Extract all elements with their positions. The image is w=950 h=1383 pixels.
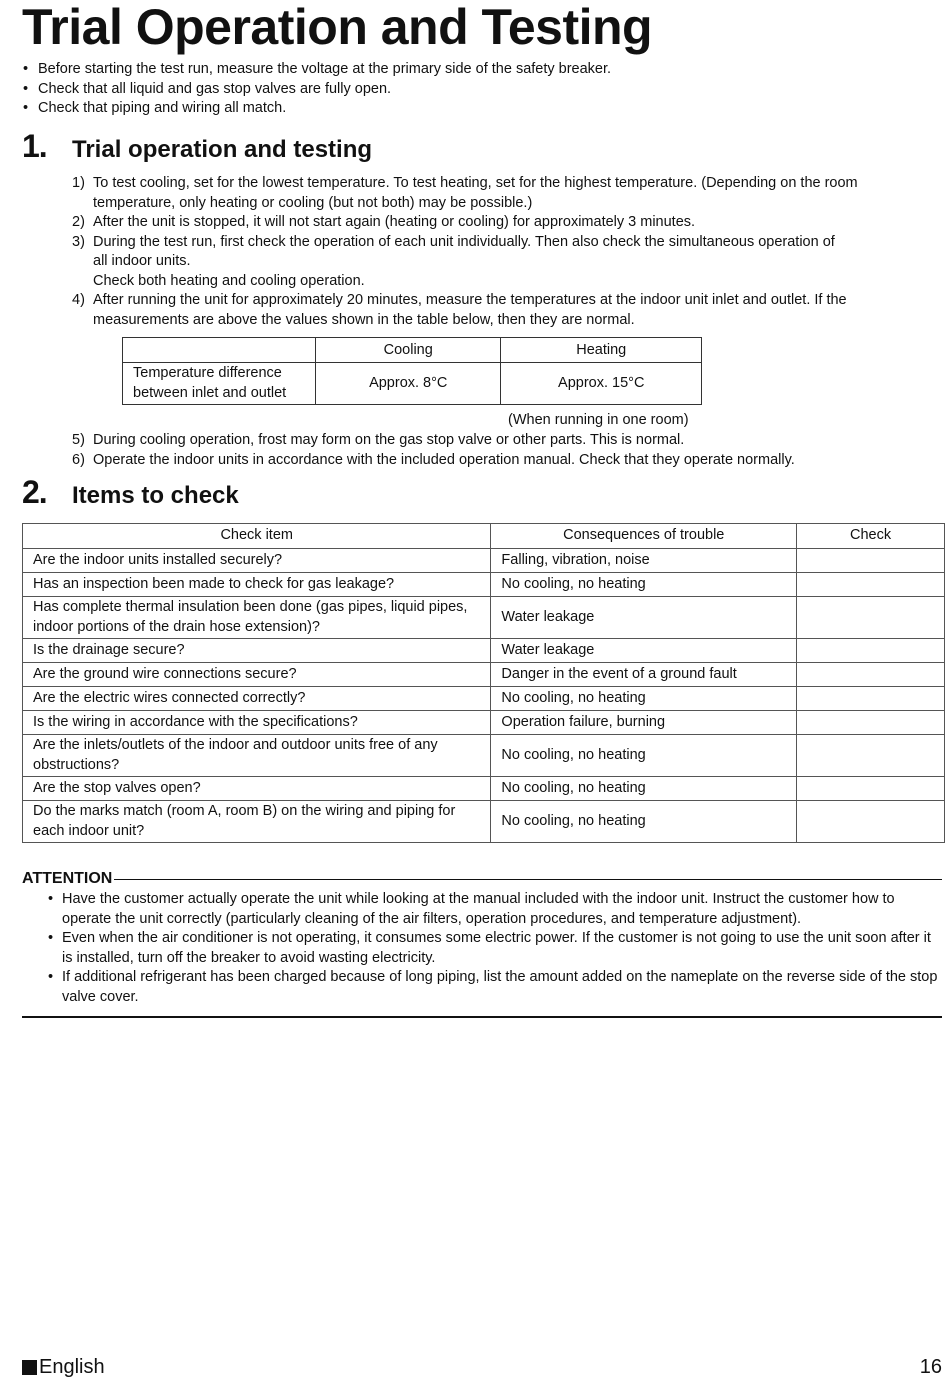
step-text: During the test run, first check the operation of each unit individually. Then also check the simultaneous operation of bbox=[93, 233, 835, 250]
step-text: Operate the indoor units in accordance with the included operation manual. Check that they operate normally. bbox=[93, 451, 795, 468]
step-marker: 4) bbox=[72, 292, 85, 308]
check-box-cell[interactable] bbox=[797, 549, 945, 573]
table-row bbox=[23, 597, 945, 639]
consequence-cell: Water leakage bbox=[491, 597, 797, 639]
attention-box bbox=[22, 870, 942, 1007]
step-item bbox=[72, 291, 938, 330]
step-item bbox=[72, 451, 938, 471]
table-row bbox=[23, 687, 945, 711]
temperature-difference-table bbox=[122, 337, 702, 405]
table-row bbox=[23, 777, 945, 801]
table-header-cell: Cooling bbox=[316, 338, 501, 363]
check-box-cell[interactable] bbox=[797, 801, 945, 843]
attention-bullet: • If additional refrigerant has been charged because of long piping, list the amount added on the nameplate on the reverse side of the stop valve cover. bbox=[22, 968, 942, 1007]
attention-bullet: • Have the customer actually operate the unit while looking at the manual included with the indoor unit. Instruct the customer how to operate the unit correctly (particularly cleaning of the air filters, operation procedures, and temperature adjustment). bbox=[22, 890, 942, 929]
section-title: Items to check bbox=[72, 482, 239, 509]
check-box-cell[interactable] bbox=[797, 735, 945, 777]
row-label-cell bbox=[123, 363, 316, 405]
consequence-cell: No cooling, no heating bbox=[491, 573, 797, 597]
table-header-row bbox=[123, 338, 702, 363]
intro-bullet-list bbox=[22, 60, 611, 119]
step-marker: 5) bbox=[72, 432, 85, 448]
step-item bbox=[72, 431, 938, 451]
attention-bullet-list bbox=[22, 890, 942, 1007]
table-row bbox=[123, 363, 702, 405]
section-title: Trial operation and testing bbox=[72, 136, 373, 163]
check-item-cell: Has an inspection been made to check for gas leakage? bbox=[23, 573, 491, 597]
attention-rule-divider bbox=[114, 879, 942, 880]
check-box-cell[interactable] bbox=[797, 711, 945, 735]
check-box-cell[interactable] bbox=[797, 573, 945, 597]
section-heading-items-to-check bbox=[22, 474, 239, 511]
step-text: measurements are above the values shown in the table below, then they are normal. bbox=[93, 311, 635, 328]
table-header-cell: Consequences of trouble bbox=[491, 524, 797, 549]
check-item-cell: Are the electric wires connected correctly? bbox=[23, 687, 491, 711]
step-text: During cooling operation, frost may form on the gas stop valve or other parts. This is normal. bbox=[93, 432, 685, 448]
table-row bbox=[23, 711, 945, 735]
table-header-cell: Check item bbox=[23, 524, 491, 549]
step-marker: 6) bbox=[72, 451, 85, 468]
attention-bullet: • Even when the air conditioner is not operating, it consumes some electric power. If the customer is not going to use the unit soon after it is installed, turn off the breaker to avoid wasting electricity. bbox=[22, 929, 942, 968]
trial-steps-list bbox=[72, 174, 938, 330]
consequence-cell: Falling, vibration, noise bbox=[491, 549, 797, 573]
check-item-cell: Are the inlets/outlets of the indoor and outdoor units free of any obstructions? bbox=[23, 735, 491, 777]
check-item-cell: Do the marks match (room A, room B) on the wiring and piping for each indoor unit? bbox=[23, 801, 491, 843]
table-note: (When running in one room) bbox=[508, 412, 689, 428]
consequence-cell: Water leakage bbox=[491, 639, 797, 663]
table-header-cell bbox=[123, 338, 316, 363]
table-header-cell: Check bbox=[797, 524, 945, 549]
trial-steps-list-continued bbox=[72, 431, 938, 470]
intro-bullet: • Check that all liquid and gas stop valves are fully open. bbox=[22, 80, 611, 100]
check-item-cell: Are the ground wire connections secure? bbox=[23, 663, 491, 687]
step-text: all indoor units. bbox=[93, 253, 191, 269]
attention-label: ATTENTION bbox=[22, 870, 113, 887]
page-number: 16 bbox=[919, 1356, 942, 1378]
step-text: After the unit is stopped, it will not start again (heating or cooling) for approximately 3 minutes. bbox=[93, 214, 696, 230]
step-item bbox=[72, 213, 938, 233]
row-label-line: Temperature difference bbox=[133, 365, 282, 381]
step-marker: 1) bbox=[72, 175, 85, 191]
step-text: Check both heating and cooling operation. bbox=[93, 272, 365, 289]
consequence-cell: No cooling, no heating bbox=[491, 687, 797, 711]
check-item-cell: Is the drainage secure? bbox=[23, 639, 491, 663]
table-row bbox=[23, 663, 945, 687]
section-heading-trial-operation bbox=[22, 128, 372, 165]
section-number: 1. bbox=[22, 128, 47, 164]
step-item bbox=[72, 174, 938, 213]
row-label-line: between inlet and outlet bbox=[133, 384, 287, 401]
step-item bbox=[72, 233, 938, 292]
step-marker: 3) bbox=[72, 233, 85, 250]
check-box-cell[interactable] bbox=[797, 687, 945, 711]
table-row bbox=[23, 801, 945, 843]
step-text: To test cooling, set for the lowest temperature. To test heating, set for the highest temperature. (Depending on the room bbox=[93, 175, 858, 191]
items-to-check-table bbox=[22, 523, 945, 843]
check-box-cell[interactable] bbox=[797, 777, 945, 801]
black-square-icon bbox=[22, 1360, 37, 1375]
consequence-cell: No cooling, no heating bbox=[491, 801, 797, 843]
heating-value-cell: Approx. 15°C bbox=[501, 363, 702, 405]
step-text: After running the unit for approximately 20 minutes, measure the temperatures at the indoor unit inlet and outlet. If the bbox=[93, 292, 847, 308]
step-marker: 2) bbox=[72, 214, 85, 230]
table-row bbox=[23, 735, 945, 777]
table-header-row bbox=[23, 524, 945, 549]
cooling-value-cell: Approx. 8°C bbox=[316, 363, 501, 405]
step-text: temperature, only heating or cooling (but not both) may be possible.) bbox=[93, 194, 533, 211]
intro-bullet: • Check that piping and wiring all match. bbox=[22, 99, 611, 119]
attention-header bbox=[22, 870, 942, 888]
check-item-cell: Are the indoor units installed securely? bbox=[23, 549, 491, 573]
page-title: Trial Operation and Testing bbox=[22, 0, 653, 55]
footer-language bbox=[22, 1356, 105, 1379]
table-header-cell: Heating bbox=[501, 338, 702, 363]
check-box-cell[interactable] bbox=[797, 597, 945, 639]
section-number: 2. bbox=[22, 474, 47, 510]
consequence-cell: No cooling, no heating bbox=[491, 777, 797, 801]
check-box-cell[interactable] bbox=[797, 663, 945, 687]
check-item-cell: Are the stop valves open? bbox=[23, 777, 491, 801]
consequence-cell: Danger in the event of a ground fault bbox=[491, 663, 797, 687]
intro-bullet: • Before starting the test run, measure the voltage at the primary side of the safety breaker. bbox=[22, 60, 611, 80]
check-item-cell: Is the wiring in accordance with the specifications? bbox=[23, 711, 491, 735]
attention-bottom-divider bbox=[22, 1016, 942, 1018]
consequence-cell: Operation failure, burning bbox=[491, 711, 797, 735]
check-item-cell: Has complete thermal insulation been done (gas pipes, liquid pipes, indoor portions of the drain hose extension)? bbox=[23, 597, 491, 639]
footer-language-label: English bbox=[39, 1356, 105, 1378]
table-row bbox=[23, 573, 945, 597]
table-row bbox=[23, 549, 945, 573]
table-row bbox=[23, 639, 945, 663]
check-box-cell[interactable] bbox=[797, 639, 945, 663]
consequence-cell: No cooling, no heating bbox=[491, 735, 797, 777]
